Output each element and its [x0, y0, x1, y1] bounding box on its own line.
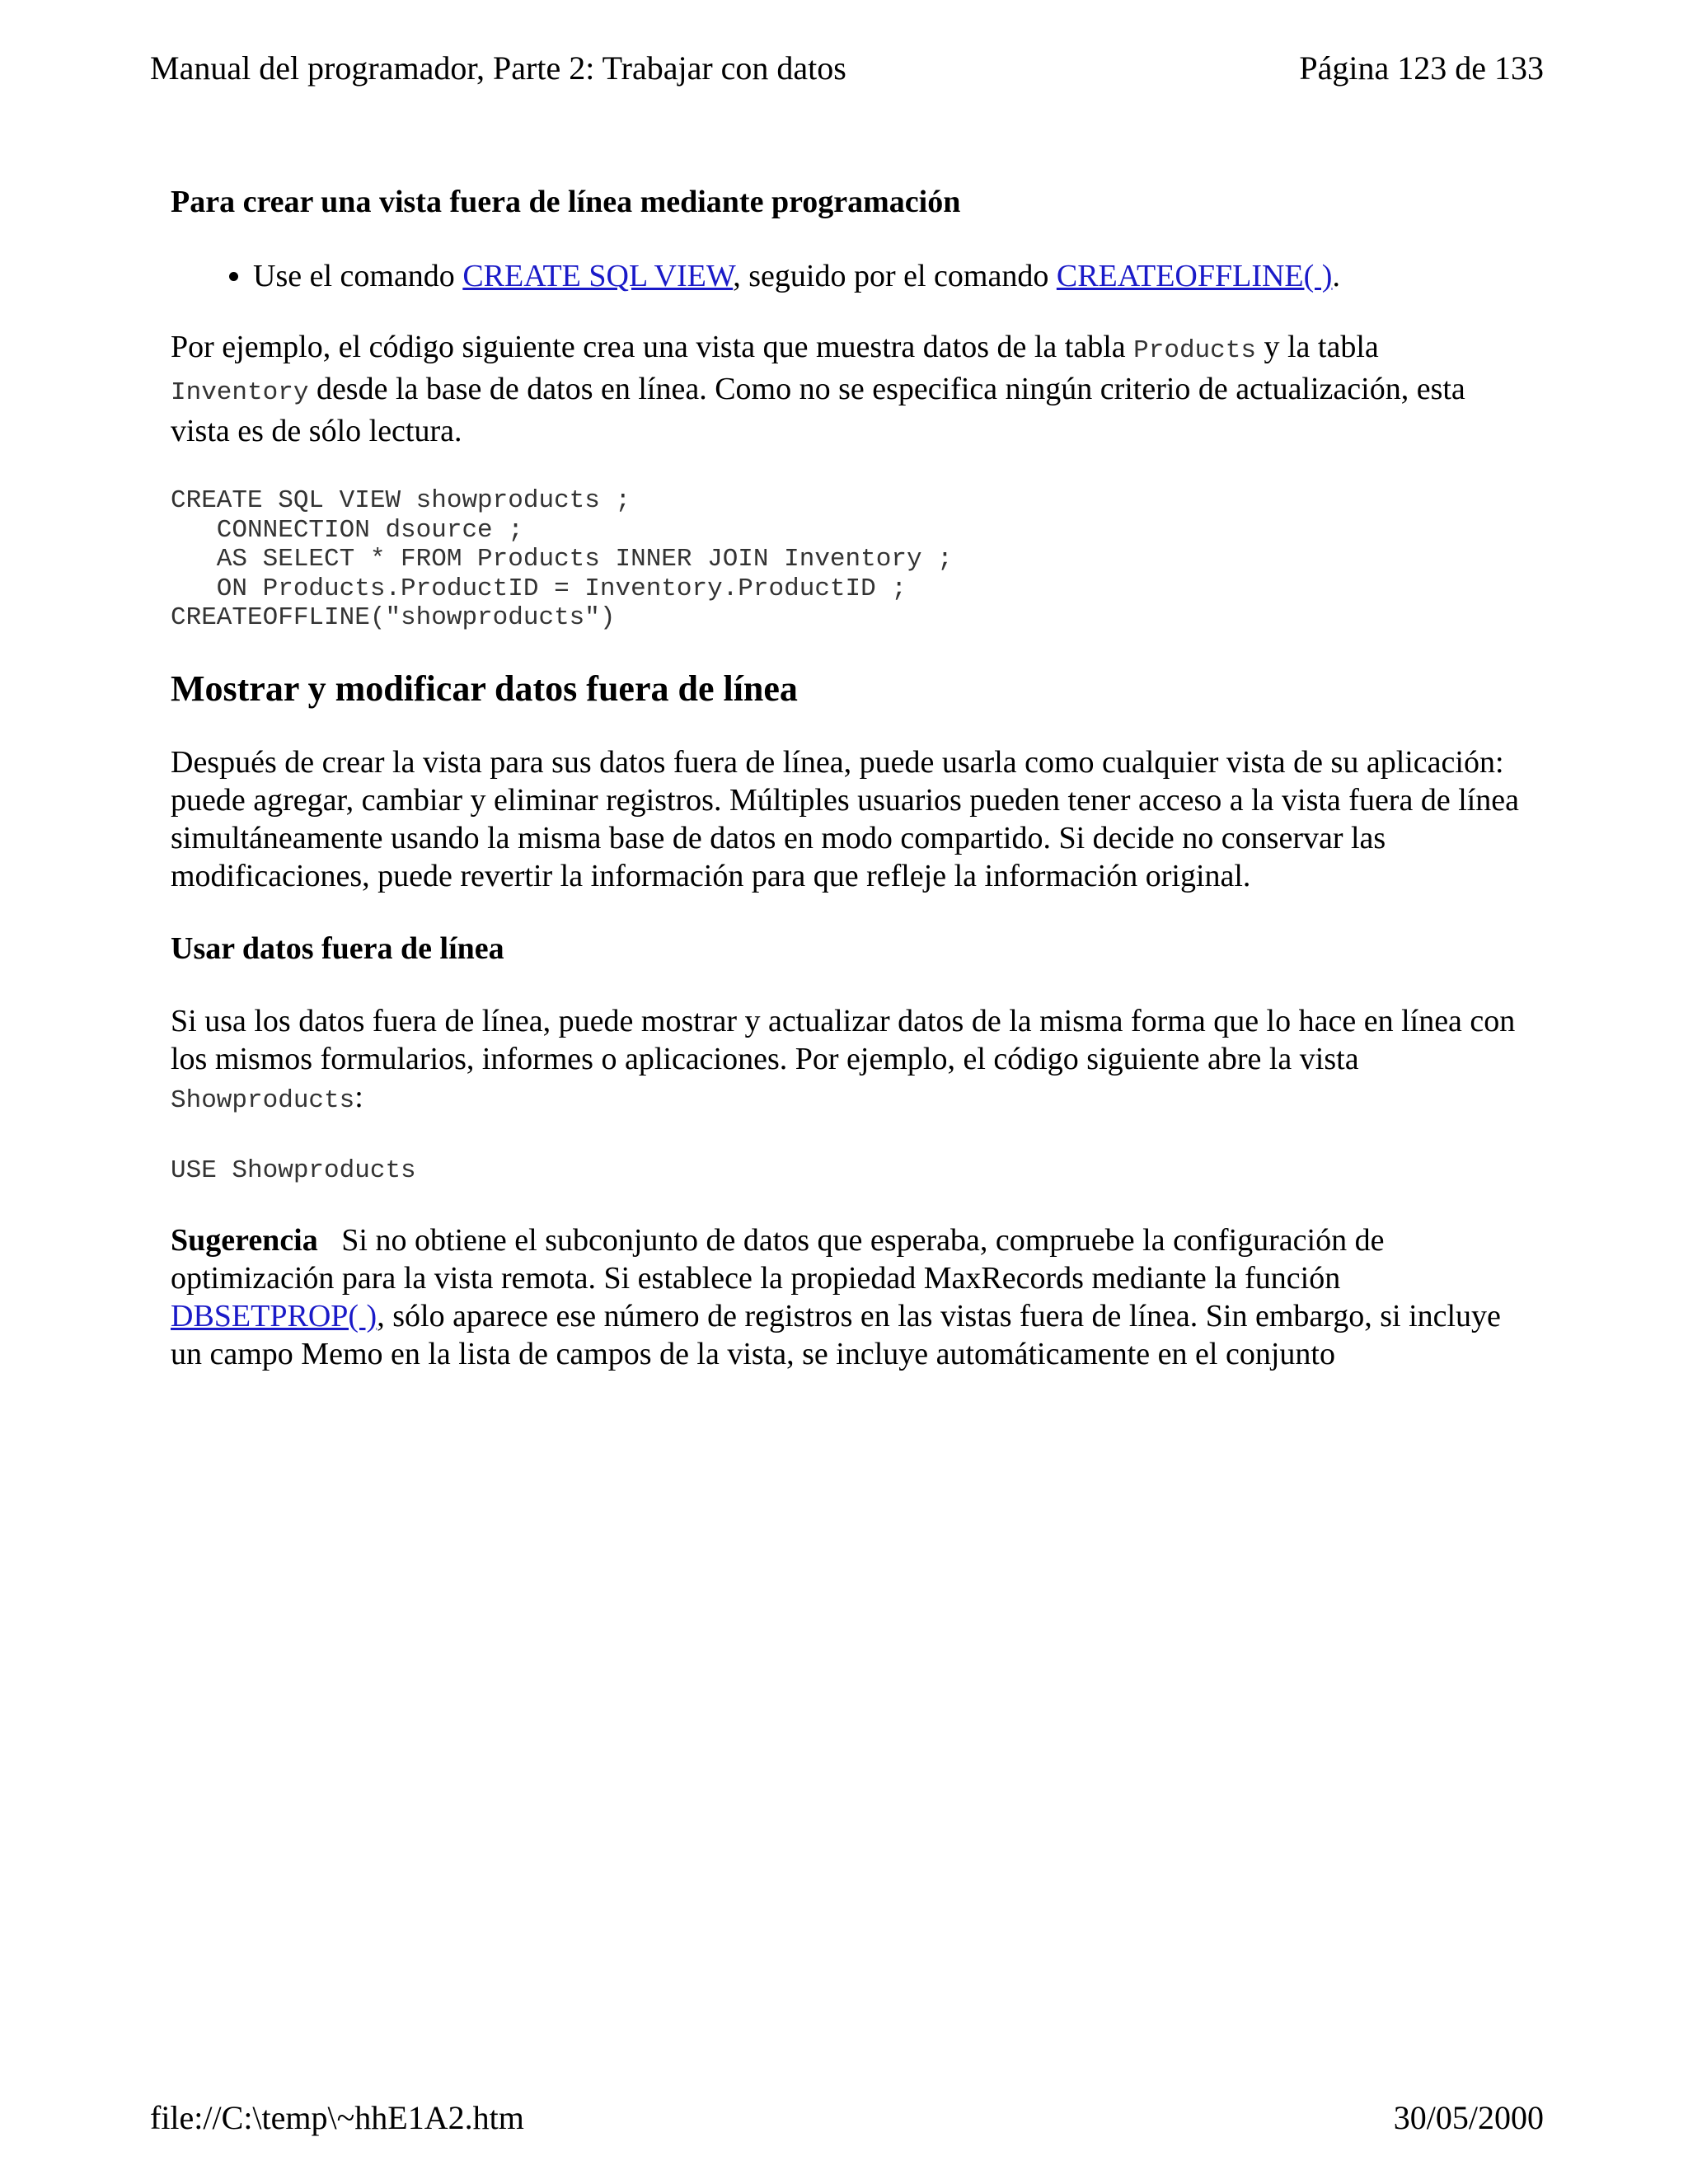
running-header [150, 46, 1544, 91]
inline-code-products: Products [1133, 336, 1256, 365]
page-content [171, 180, 1522, 1431]
inline-code-showproducts: Showproducts [171, 1085, 355, 1115]
document-title: Manual del programador, Parte 2: Trabajar con datos [150, 49, 846, 87]
section-heading-show-modify: Mostrar y modificar datos fuera de línea [171, 668, 798, 709]
show-modify-paragraph: Después de crear la vista para sus datos fuera de línea, puede usarla como cualquier vista de su aplicación: puede agregar, cambiar y eliminar registros. Múltiples usuarios pueden tener acceso a la vista fuera de línea simultáneamente usando la misma base de datos en modo compartido. Si decide no conservar las modificaciones, puede revertir la información para que refleje la información original. [171, 744, 1520, 893]
example-paragraph: Por ejemplo, el código siguiente crea una vista que muestra datos de la tabla Products y la tabla Inventory desde la base de datos en línea. Como no se especifica ningún criterio de actualización, esta vista es de sólo lectura. [171, 330, 1465, 448]
page-indicator: Página 123 de 133 [1299, 49, 1544, 87]
running-footer [150, 2096, 1544, 2140]
code-block-create-view: CREATE SQL VIEW showproducts ; CONNECTION dsource ; AS SELECT * FROM Products INNER JOIN Inventory ; ON Products.ProductID = Inventory.ProductID ; CREATEOFFLINE("showproducts") [171, 486, 953, 632]
create-sql-view-link[interactable]: CREATE SQL VIEW [462, 259, 734, 293]
dbsetprop-link[interactable]: DBSETPROP( ) [171, 1299, 377, 1333]
section-heading-create-offline: Para crear una vista fuera de línea mediante programación [171, 185, 961, 219]
tip-label: Sugerencia [171, 1223, 318, 1258]
print-date: 30/05/2000 [1393, 2099, 1544, 2136]
code-block-use: USE Showproducts [171, 1155, 416, 1185]
createoffline-link[interactable]: CREATEOFFLINE( ) [1056, 259, 1333, 293]
file-path: file://C:\temp\~hhE1A2.htm [150, 2099, 524, 2136]
tip-paragraph: Sugerencia Si no obtiene el subconjunto de datos que esperaba, compruebe la configuración de optimización para la vista remota. Si establece la propiedad MaxRecords mediante la función DBSETPROP( ), sólo aparece ese número de registros en las vistas fuera de línea. Sin embargo, si incluye un campo Memo en la lista de campos de la vista, se incluye automáticamente en el conjunto [171, 1223, 1501, 1371]
section-heading-use-offline: Usar datos fuera de línea [171, 930, 504, 966]
list-item: • Use el comando CREATE SQL VIEW, seguido por el comando CREATEOFFLINE( ). [253, 255, 1522, 297]
use-offline-paragraph: Si usa los datos fuera de línea, puede mostrar y actualizar datos de la misma forma que lo hace en línea con los mismos formularios, informes o aplicaciones. Por ejemplo, el código siguiente abre la vista Showproducts: [171, 1003, 1516, 1115]
inline-code-inventory: Inventory [171, 378, 309, 407]
instruction-list [171, 255, 1522, 297]
